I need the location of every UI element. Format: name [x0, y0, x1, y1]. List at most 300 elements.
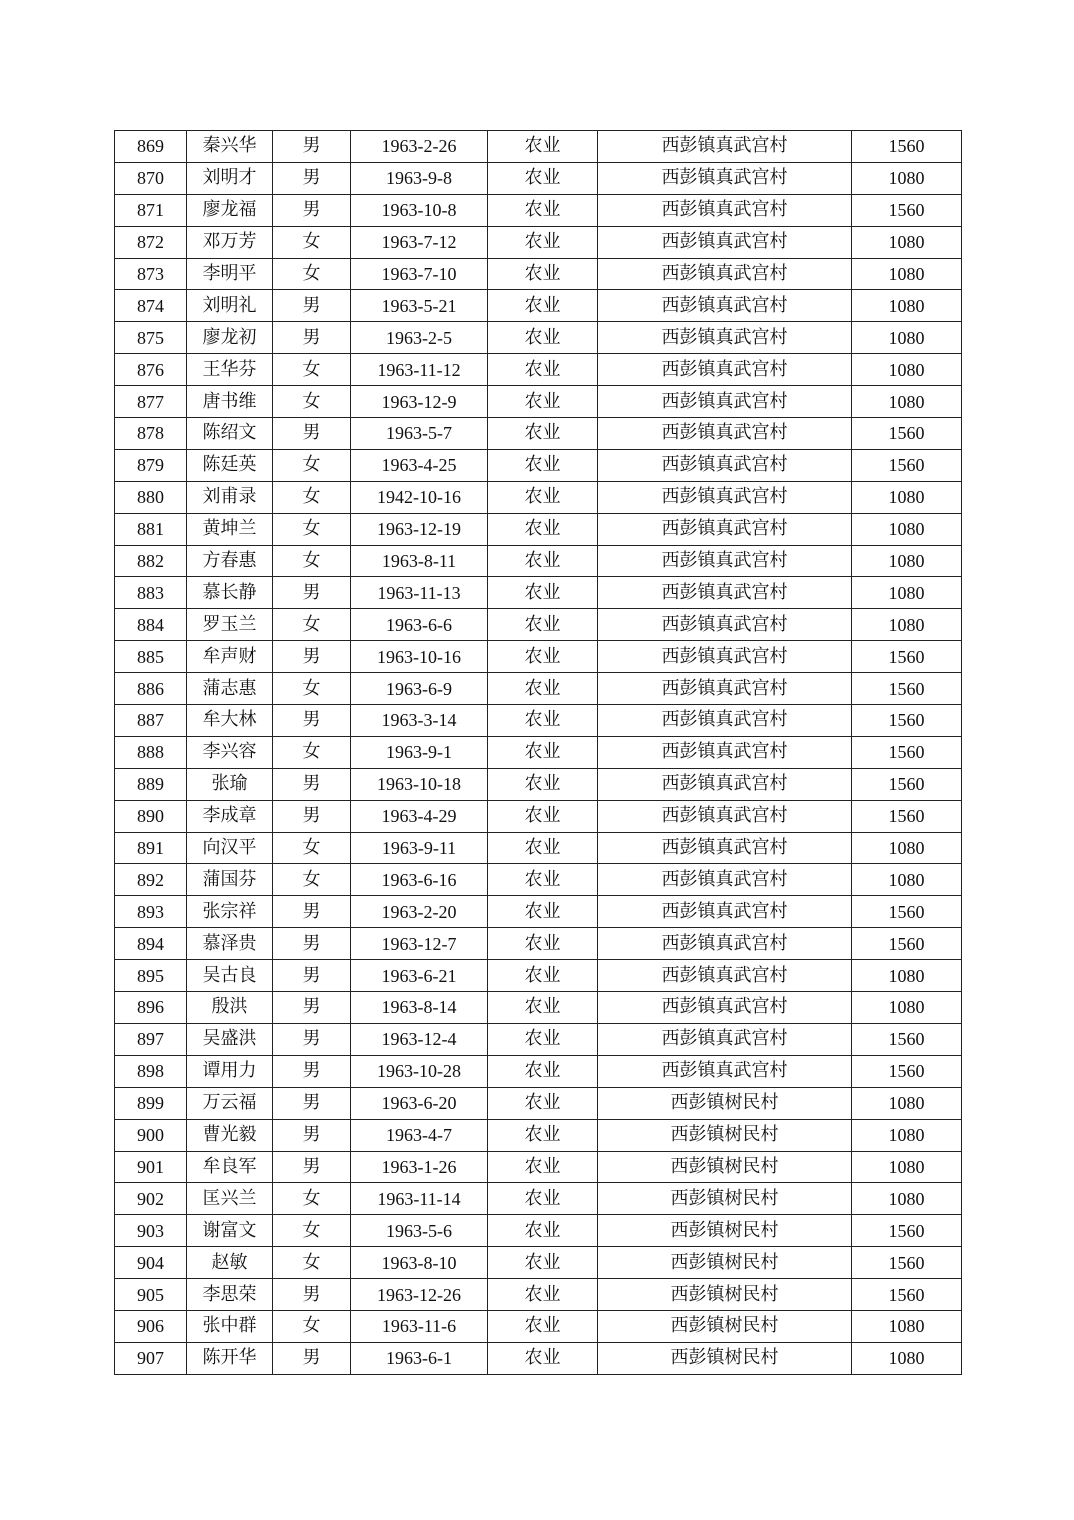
occupation-cell: 农业 — [488, 1087, 598, 1119]
name-cell: 蒲国芬 — [187, 864, 273, 896]
birth-date-cell: 1963-6-9 — [351, 673, 488, 705]
address-cell: 西彭镇真武宫村 — [598, 832, 852, 864]
birth-date-cell: 1963-2-5 — [351, 322, 488, 354]
birth-date-cell: 1963-2-26 — [351, 131, 488, 163]
address-cell: 西彭镇真武宫村 — [598, 1055, 852, 1087]
amount-cell: 1560 — [852, 1279, 962, 1311]
birth-date-cell: 1963-4-7 — [351, 1119, 488, 1151]
gender-cell: 男 — [273, 641, 351, 673]
gender-cell: 男 — [273, 577, 351, 609]
occupation-cell: 农业 — [488, 131, 598, 163]
amount-cell: 1080 — [852, 545, 962, 577]
birth-date-cell: 1942-10-16 — [351, 481, 488, 513]
row-number-cell: 884 — [115, 609, 187, 641]
row-number-cell: 871 — [115, 194, 187, 226]
birth-date-cell: 1963-9-11 — [351, 832, 488, 864]
gender-cell: 女 — [273, 736, 351, 768]
gender-cell: 女 — [273, 258, 351, 290]
row-number-cell: 903 — [115, 1215, 187, 1247]
amount-cell: 1560 — [852, 800, 962, 832]
row-number-cell: 887 — [115, 705, 187, 737]
name-cell: 李兴容 — [187, 736, 273, 768]
address-cell: 西彭镇真武宫村 — [598, 545, 852, 577]
table-row — [115, 354, 962, 386]
address-cell: 西彭镇真武宫村 — [598, 960, 852, 992]
name-cell: 牟声财 — [187, 641, 273, 673]
row-number-cell: 893 — [115, 896, 187, 928]
occupation-cell: 农业 — [488, 896, 598, 928]
gender-cell: 男 — [273, 960, 351, 992]
table-row — [115, 768, 962, 800]
table-row — [115, 449, 962, 481]
name-cell: 廖龙初 — [187, 322, 273, 354]
occupation-cell: 农业 — [488, 1023, 598, 1055]
address-cell: 西彭镇树民村 — [598, 1342, 852, 1374]
occupation-cell: 农业 — [488, 513, 598, 545]
row-number-cell: 881 — [115, 513, 187, 545]
gender-cell: 女 — [273, 481, 351, 513]
gender-cell: 女 — [273, 226, 351, 258]
birth-date-cell: 1963-6-21 — [351, 960, 488, 992]
address-cell: 西彭镇真武宫村 — [598, 481, 852, 513]
name-cell: 刘甫录 — [187, 481, 273, 513]
address-cell: 西彭镇真武宫村 — [598, 322, 852, 354]
address-cell: 西彭镇真武宫村 — [598, 131, 852, 163]
name-cell: 邓万芳 — [187, 226, 273, 258]
gender-cell: 男 — [273, 1279, 351, 1311]
occupation-cell: 农业 — [488, 1183, 598, 1215]
gender-cell: 男 — [273, 1055, 351, 1087]
roster-table — [114, 130, 962, 1375]
birth-date-cell: 1963-7-12 — [351, 226, 488, 258]
gender-cell: 男 — [273, 1342, 351, 1374]
gender-cell: 女 — [273, 609, 351, 641]
occupation-cell: 农业 — [488, 1342, 598, 1374]
gender-cell: 女 — [273, 832, 351, 864]
address-cell: 西彭镇真武宫村 — [598, 258, 852, 290]
occupation-cell: 农业 — [488, 545, 598, 577]
birth-date-cell: 1963-11-6 — [351, 1310, 488, 1342]
address-cell: 西彭镇真武宫村 — [598, 1023, 852, 1055]
row-number-cell: 869 — [115, 131, 187, 163]
gender-cell: 男 — [273, 1023, 351, 1055]
occupation-cell: 农业 — [488, 1215, 598, 1247]
gender-cell: 男 — [273, 768, 351, 800]
table-row — [115, 418, 962, 450]
occupation-cell: 农业 — [488, 354, 598, 386]
row-number-cell: 896 — [115, 992, 187, 1024]
row-number-cell: 900 — [115, 1119, 187, 1151]
occupation-cell: 农业 — [488, 800, 598, 832]
name-cell: 吴古良 — [187, 960, 273, 992]
table-row — [115, 1247, 962, 1279]
table-row — [115, 258, 962, 290]
table-row — [115, 194, 962, 226]
table-row — [115, 928, 962, 960]
address-cell: 西彭镇树民村 — [598, 1119, 852, 1151]
address-cell: 西彭镇真武宫村 — [598, 513, 852, 545]
row-number-cell: 901 — [115, 1151, 187, 1183]
row-number-cell: 877 — [115, 386, 187, 418]
gender-cell: 女 — [273, 1310, 351, 1342]
address-cell: 西彭镇树民村 — [598, 1247, 852, 1279]
amount-cell: 1080 — [852, 513, 962, 545]
gender-cell: 女 — [273, 513, 351, 545]
row-number-cell: 872 — [115, 226, 187, 258]
address-cell: 西彭镇树民村 — [598, 1183, 852, 1215]
occupation-cell: 农业 — [488, 992, 598, 1024]
birth-date-cell: 1963-10-28 — [351, 1055, 488, 1087]
row-number-cell: 873 — [115, 258, 187, 290]
occupation-cell: 农业 — [488, 577, 598, 609]
name-cell: 罗玉兰 — [187, 609, 273, 641]
birth-date-cell: 1963-4-25 — [351, 449, 488, 481]
name-cell: 陈开华 — [187, 1342, 273, 1374]
amount-cell: 1560 — [852, 194, 962, 226]
name-cell: 万云福 — [187, 1087, 273, 1119]
birth-date-cell: 1963-6-1 — [351, 1342, 488, 1374]
table-row — [115, 290, 962, 322]
gender-cell: 女 — [273, 545, 351, 577]
birth-date-cell: 1963-12-7 — [351, 928, 488, 960]
table-row — [115, 577, 962, 609]
amount-cell: 1080 — [852, 290, 962, 322]
table-row — [115, 609, 962, 641]
address-cell: 西彭镇树民村 — [598, 1279, 852, 1311]
occupation-cell: 农业 — [488, 258, 598, 290]
name-cell: 方春惠 — [187, 545, 273, 577]
amount-cell: 1080 — [852, 992, 962, 1024]
name-cell: 慕泽贵 — [187, 928, 273, 960]
birth-date-cell: 1963-2-20 — [351, 896, 488, 928]
address-cell: 西彭镇真武宫村 — [598, 449, 852, 481]
birth-date-cell: 1963-4-29 — [351, 800, 488, 832]
row-number-cell: 891 — [115, 832, 187, 864]
table-row — [115, 513, 962, 545]
address-cell: 西彭镇真武宫村 — [598, 736, 852, 768]
address-cell: 西彭镇真武宫村 — [598, 800, 852, 832]
birth-date-cell: 1963-12-4 — [351, 1023, 488, 1055]
name-cell: 牟大林 — [187, 705, 273, 737]
address-cell: 西彭镇树民村 — [598, 1151, 852, 1183]
amount-cell: 1560 — [852, 768, 962, 800]
row-number-cell: 898 — [115, 1055, 187, 1087]
table-row — [115, 226, 962, 258]
address-cell: 西彭镇真武宫村 — [598, 577, 852, 609]
amount-cell: 1080 — [852, 354, 962, 386]
occupation-cell: 农业 — [488, 1247, 598, 1279]
row-number-cell: 892 — [115, 864, 187, 896]
name-cell: 陈绍文 — [187, 418, 273, 450]
amount-cell: 1560 — [852, 1055, 962, 1087]
address-cell: 西彭镇树民村 — [598, 1310, 852, 1342]
amount-cell: 1080 — [852, 1310, 962, 1342]
name-cell: 黄坤兰 — [187, 513, 273, 545]
name-cell: 曹光毅 — [187, 1119, 273, 1151]
row-number-cell: 897 — [115, 1023, 187, 1055]
table-row — [115, 162, 962, 194]
occupation-cell: 农业 — [488, 736, 598, 768]
amount-cell: 1080 — [852, 1342, 962, 1374]
gender-cell: 男 — [273, 1119, 351, 1151]
row-number-cell: 878 — [115, 418, 187, 450]
gender-cell: 男 — [273, 194, 351, 226]
name-cell: 陈廷英 — [187, 449, 273, 481]
amount-cell: 1560 — [852, 673, 962, 705]
address-cell: 西彭镇真武宫村 — [598, 290, 852, 322]
table-row — [115, 545, 962, 577]
birth-date-cell: 1963-8-10 — [351, 1247, 488, 1279]
row-number-cell: 894 — [115, 928, 187, 960]
gender-cell: 男 — [273, 800, 351, 832]
table-row — [115, 832, 962, 864]
gender-cell: 女 — [273, 673, 351, 705]
amount-cell: 1080 — [852, 226, 962, 258]
address-cell: 西彭镇真武宫村 — [598, 386, 852, 418]
amount-cell: 1560 — [852, 705, 962, 737]
birth-date-cell: 1963-11-13 — [351, 577, 488, 609]
birth-date-cell: 1963-6-20 — [351, 1087, 488, 1119]
occupation-cell: 农业 — [488, 386, 598, 418]
gender-cell: 男 — [273, 418, 351, 450]
birth-date-cell: 1963-8-14 — [351, 992, 488, 1024]
row-number-cell: 889 — [115, 768, 187, 800]
gender-cell: 女 — [273, 449, 351, 481]
amount-cell: 1080 — [852, 162, 962, 194]
address-cell: 西彭镇真武宫村 — [598, 226, 852, 258]
occupation-cell: 农业 — [488, 832, 598, 864]
gender-cell: 男 — [273, 162, 351, 194]
amount-cell: 1080 — [852, 1119, 962, 1151]
table-row — [115, 386, 962, 418]
address-cell: 西彭镇真武宫村 — [598, 162, 852, 194]
row-number-cell: 880 — [115, 481, 187, 513]
row-number-cell: 895 — [115, 960, 187, 992]
birth-date-cell: 1963-5-21 — [351, 290, 488, 322]
amount-cell: 1560 — [852, 641, 962, 673]
name-cell: 张瑜 — [187, 768, 273, 800]
name-cell: 匡兴兰 — [187, 1183, 273, 1215]
name-cell: 李思荣 — [187, 1279, 273, 1311]
gender-cell: 女 — [273, 354, 351, 386]
row-number-cell: 874 — [115, 290, 187, 322]
row-number-cell: 906 — [115, 1310, 187, 1342]
gender-cell: 男 — [273, 322, 351, 354]
occupation-cell: 农业 — [488, 1119, 598, 1151]
name-cell: 牟良军 — [187, 1151, 273, 1183]
table-row — [115, 705, 962, 737]
amount-cell: 1560 — [852, 449, 962, 481]
table-row — [115, 673, 962, 705]
occupation-cell: 农业 — [488, 673, 598, 705]
gender-cell: 男 — [273, 1151, 351, 1183]
row-number-cell: 888 — [115, 736, 187, 768]
row-number-cell: 907 — [115, 1342, 187, 1374]
gender-cell: 男 — [273, 896, 351, 928]
birth-date-cell: 1963-10-16 — [351, 641, 488, 673]
amount-cell: 1080 — [852, 481, 962, 513]
occupation-cell: 农业 — [488, 481, 598, 513]
amount-cell: 1080 — [852, 960, 962, 992]
table-row — [115, 1215, 962, 1247]
amount-cell: 1080 — [852, 577, 962, 609]
birth-date-cell: 1963-1-26 — [351, 1151, 488, 1183]
birth-date-cell: 1963-8-11 — [351, 545, 488, 577]
row-number-cell: 890 — [115, 800, 187, 832]
name-cell: 慕长静 — [187, 577, 273, 609]
occupation-cell: 农业 — [488, 322, 598, 354]
amount-cell: 1080 — [852, 832, 962, 864]
address-cell: 西彭镇真武宫村 — [598, 354, 852, 386]
gender-cell: 女 — [273, 1183, 351, 1215]
address-cell: 西彭镇真武宫村 — [598, 896, 852, 928]
table-row — [115, 1119, 962, 1151]
amount-cell: 1080 — [852, 609, 962, 641]
amount-cell: 1080 — [852, 1183, 962, 1215]
amount-cell: 1560 — [852, 896, 962, 928]
birth-date-cell: 1963-12-26 — [351, 1279, 488, 1311]
birth-date-cell: 1963-5-7 — [351, 418, 488, 450]
occupation-cell: 农业 — [488, 1151, 598, 1183]
birth-date-cell: 1963-12-19 — [351, 513, 488, 545]
birth-date-cell: 1963-10-18 — [351, 768, 488, 800]
row-number-cell: 876 — [115, 354, 187, 386]
table-row — [115, 992, 962, 1024]
occupation-cell: 农业 — [488, 705, 598, 737]
table-row — [115, 736, 962, 768]
table-row — [115, 864, 962, 896]
birth-date-cell: 1963-3-14 — [351, 705, 488, 737]
address-cell: 西彭镇真武宫村 — [598, 418, 852, 450]
name-cell: 向汉平 — [187, 832, 273, 864]
occupation-cell: 农业 — [488, 1279, 598, 1311]
amount-cell: 1560 — [852, 928, 962, 960]
gender-cell: 男 — [273, 705, 351, 737]
occupation-cell: 农业 — [488, 449, 598, 481]
birth-date-cell: 1963-5-6 — [351, 1215, 488, 1247]
address-cell: 西彭镇真武宫村 — [598, 641, 852, 673]
table-row — [115, 641, 962, 673]
occupation-cell: 农业 — [488, 768, 598, 800]
occupation-cell: 农业 — [488, 928, 598, 960]
gender-cell: 女 — [273, 864, 351, 896]
occupation-cell: 农业 — [488, 864, 598, 896]
occupation-cell: 农业 — [488, 609, 598, 641]
name-cell: 赵敏 — [187, 1247, 273, 1279]
address-cell: 西彭镇真武宫村 — [598, 928, 852, 960]
address-cell: 西彭镇真武宫村 — [598, 609, 852, 641]
gender-cell: 女 — [273, 386, 351, 418]
name-cell: 张中群 — [187, 1310, 273, 1342]
name-cell: 谢富文 — [187, 1215, 273, 1247]
amount-cell: 1080 — [852, 1151, 962, 1183]
amount-cell: 1560 — [852, 736, 962, 768]
amount-cell: 1560 — [852, 131, 962, 163]
row-number-cell: 882 — [115, 545, 187, 577]
birth-date-cell: 1963-9-8 — [351, 162, 488, 194]
occupation-cell: 农业 — [488, 960, 598, 992]
amount-cell: 1080 — [852, 322, 962, 354]
name-cell: 唐书维 — [187, 386, 273, 418]
roster-table-body — [115, 131, 962, 1375]
occupation-cell: 农业 — [488, 162, 598, 194]
occupation-cell: 农业 — [488, 194, 598, 226]
table-row — [115, 1151, 962, 1183]
address-cell: 西彭镇真武宫村 — [598, 864, 852, 896]
row-number-cell: 905 — [115, 1279, 187, 1311]
birth-date-cell: 1963-9-1 — [351, 736, 488, 768]
table-row — [115, 1055, 962, 1087]
table-row — [115, 800, 962, 832]
row-number-cell: 886 — [115, 673, 187, 705]
occupation-cell: 农业 — [488, 418, 598, 450]
birth-date-cell: 1963-11-14 — [351, 1183, 488, 1215]
address-cell: 西彭镇真武宫村 — [598, 194, 852, 226]
birth-date-cell: 1963-6-6 — [351, 609, 488, 641]
birth-date-cell: 1963-12-9 — [351, 386, 488, 418]
address-cell: 西彭镇树民村 — [598, 1087, 852, 1119]
name-cell: 王华芬 — [187, 354, 273, 386]
row-number-cell: 902 — [115, 1183, 187, 1215]
address-cell: 西彭镇真武宫村 — [598, 768, 852, 800]
name-cell: 李明平 — [187, 258, 273, 290]
occupation-cell: 农业 — [488, 290, 598, 322]
table-row — [115, 131, 962, 163]
occupation-cell: 农业 — [488, 226, 598, 258]
amount-cell: 1560 — [852, 1215, 962, 1247]
birth-date-cell: 1963-7-10 — [351, 258, 488, 290]
row-number-cell: 904 — [115, 1247, 187, 1279]
name-cell: 廖龙福 — [187, 194, 273, 226]
birth-date-cell: 1963-6-16 — [351, 864, 488, 896]
table-row — [115, 1023, 962, 1055]
amount-cell: 1080 — [852, 864, 962, 896]
amount-cell: 1560 — [852, 1023, 962, 1055]
row-number-cell: 899 — [115, 1087, 187, 1119]
row-number-cell: 875 — [115, 322, 187, 354]
gender-cell: 男 — [273, 1087, 351, 1119]
amount-cell: 1080 — [852, 1087, 962, 1119]
gender-cell: 女 — [273, 1215, 351, 1247]
name-cell: 刘明才 — [187, 162, 273, 194]
table-row — [115, 1279, 962, 1311]
name-cell: 刘明礼 — [187, 290, 273, 322]
gender-cell: 男 — [273, 992, 351, 1024]
row-number-cell: 879 — [115, 449, 187, 481]
occupation-cell: 农业 — [488, 641, 598, 673]
gender-cell: 女 — [273, 1247, 351, 1279]
occupation-cell: 农业 — [488, 1310, 598, 1342]
table-row — [115, 896, 962, 928]
occupation-cell: 农业 — [488, 1055, 598, 1087]
name-cell: 李成章 — [187, 800, 273, 832]
name-cell: 蒲志惠 — [187, 673, 273, 705]
gender-cell: 男 — [273, 131, 351, 163]
row-number-cell: 870 — [115, 162, 187, 194]
amount-cell: 1080 — [852, 386, 962, 418]
row-number-cell: 885 — [115, 641, 187, 673]
birth-date-cell: 1963-10-8 — [351, 194, 488, 226]
table-row — [115, 1310, 962, 1342]
address-cell: 西彭镇真武宫村 — [598, 705, 852, 737]
birth-date-cell: 1963-11-12 — [351, 354, 488, 386]
gender-cell: 男 — [273, 928, 351, 960]
name-cell: 吴盛洪 — [187, 1023, 273, 1055]
table-row — [115, 1342, 962, 1374]
amount-cell: 1560 — [852, 418, 962, 450]
name-cell: 秦兴华 — [187, 131, 273, 163]
address-cell: 西彭镇树民村 — [598, 1215, 852, 1247]
